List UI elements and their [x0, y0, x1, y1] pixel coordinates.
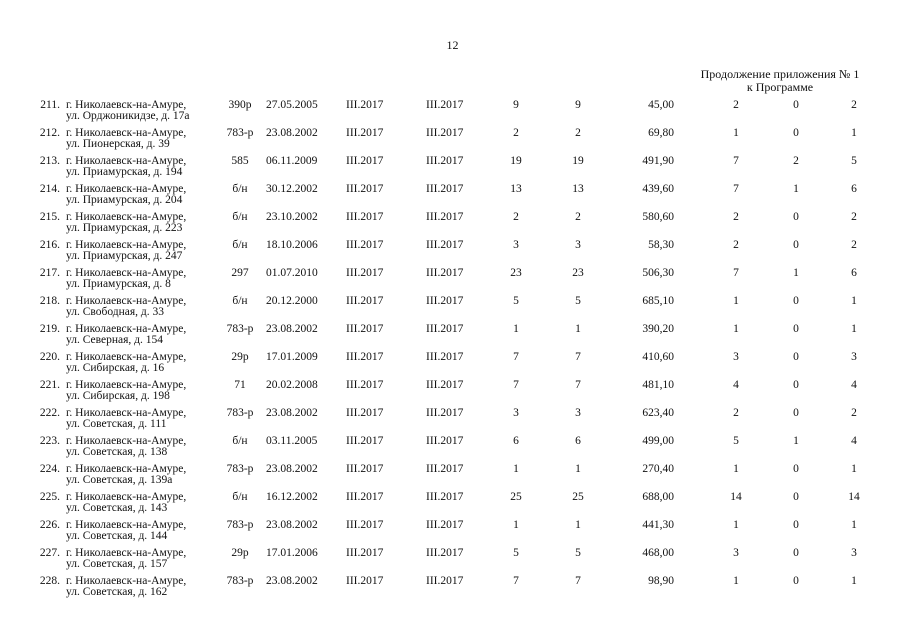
rooms-private: 0: [793, 351, 799, 363]
address-line-1: г. Николаевск-на-Амуре,: [66, 323, 187, 335]
area-value: 439,60: [642, 183, 674, 195]
document-date: 06.11.2009: [266, 155, 318, 167]
address: [66, 128, 186, 150]
residents-count: 3: [513, 239, 519, 251]
period-end: III.2017: [426, 267, 464, 279]
residents-resettled: 1: [575, 463, 581, 475]
residents-count: 7: [513, 351, 519, 363]
rooms-private: 0: [793, 407, 799, 419]
rooms-private: 0: [793, 99, 799, 111]
table-row: [0, 492, 905, 520]
address: [66, 464, 186, 486]
period-start: III.2017: [346, 323, 384, 335]
document-date: 23.08.2002: [266, 519, 318, 531]
period-start: III.2017: [346, 267, 384, 279]
address-line-2: ул. Советская, д. 143: [66, 502, 168, 514]
rooms-municipal: 14: [848, 491, 860, 503]
row-number: 219.: [39, 323, 60, 335]
rooms-private: 0: [793, 547, 799, 559]
rooms-total: 7: [733, 267, 739, 279]
row-number: 220.: [39, 351, 60, 363]
rooms-private: 0: [793, 295, 799, 307]
period-end: III.2017: [426, 547, 464, 559]
residents-count: 6: [513, 435, 519, 447]
rooms-total: 7: [733, 183, 739, 195]
address-line-2: ул. Пионерская, д. 39: [66, 138, 170, 150]
rooms-municipal: 1: [851, 295, 857, 307]
table-row: [0, 184, 905, 212]
residents-resettled: 25: [572, 491, 584, 503]
address-line-2: ул. Северная, д. 154: [66, 334, 164, 346]
rooms-total: 2: [733, 407, 739, 419]
rooms-total: 5: [733, 435, 739, 447]
document-number: 783-р: [226, 127, 254, 139]
table-row: [0, 268, 905, 296]
residents-resettled: 2: [575, 211, 581, 223]
document-number: б/н: [232, 435, 248, 447]
row-number: 222.: [39, 407, 60, 419]
area-value: 506,30: [642, 267, 674, 279]
row-number: 227.: [39, 547, 60, 559]
period-end: III.2017: [426, 295, 464, 307]
document-date: 27.05.2005: [266, 99, 318, 111]
rooms-municipal: 6: [851, 267, 857, 279]
address: [66, 296, 186, 318]
table-row: [0, 408, 905, 436]
address: [66, 212, 186, 234]
document-number: 297: [231, 267, 249, 279]
rooms-total: 1: [733, 519, 739, 531]
residents-resettled: 1: [575, 519, 581, 531]
period-start: III.2017: [346, 183, 384, 195]
table-row: [0, 520, 905, 548]
address-line-2: ул. Свободная, д. 33: [66, 306, 165, 318]
residents-count: 3: [513, 407, 519, 419]
period-start: III.2017: [346, 491, 384, 503]
address-line-2: ул. Орджоникидзе, д. 17а: [66, 110, 190, 122]
document-date: 23.08.2002: [266, 575, 318, 587]
rooms-total: 1: [733, 575, 739, 587]
address-line-2: ул. Приамурская, д. 204: [66, 194, 183, 206]
document-number: б/н: [232, 239, 248, 251]
area-value: 58,30: [648, 239, 674, 251]
rooms-total: 7: [733, 155, 739, 167]
address-line-1: г. Николаевск-на-Амуре,: [66, 267, 187, 279]
rooms-private: 0: [793, 463, 799, 475]
document-date: 16.12.2002: [266, 491, 318, 503]
area-value: 45,00: [648, 99, 674, 111]
row-number: 223.: [39, 435, 60, 447]
rooms-total: 4: [733, 379, 739, 391]
residents-count: 2: [513, 127, 519, 139]
address-line-1: г. Николаевск-на-Амуре,: [66, 211, 187, 223]
address-line-1: г. Николаевск-на-Амуре,: [66, 491, 187, 503]
address-line-1: г. Николаевск-на-Амуре,: [66, 99, 187, 111]
address: [66, 520, 186, 542]
address: [66, 380, 186, 402]
period-start: III.2017: [346, 211, 384, 223]
rooms-municipal: 6: [851, 183, 857, 195]
area-value: 580,60: [642, 211, 674, 223]
residents-resettled: 5: [575, 295, 581, 307]
area-value: 481,10: [642, 379, 674, 391]
address-line-1: г. Николаевск-на-Амуре,: [66, 547, 187, 559]
rooms-municipal: 4: [851, 435, 857, 447]
residents-resettled: 3: [575, 407, 581, 419]
address: [66, 240, 186, 262]
address-line-2: ул. Советская, д. 139а: [66, 474, 173, 486]
address-line-2: ул. Советская, д. 138: [66, 446, 168, 458]
address: [66, 268, 186, 290]
address-line-1: г. Николаевск-на-Амуре,: [66, 183, 187, 195]
document-date: 03.11.2005: [266, 435, 318, 447]
period-start: III.2017: [346, 239, 384, 251]
rooms-private: 0: [793, 127, 799, 139]
rooms-total: 1: [733, 295, 739, 307]
document-date: 30.12.2002: [266, 183, 318, 195]
rooms-total: 2: [733, 239, 739, 251]
period-start: III.2017: [346, 575, 384, 587]
rooms-private: 2: [793, 155, 799, 167]
residents-resettled: 7: [575, 575, 581, 587]
rooms-municipal: 1: [851, 575, 857, 587]
document-number: 783-р: [226, 463, 254, 475]
residents-resettled: 1: [575, 323, 581, 335]
residents-resettled: 2: [575, 127, 581, 139]
document-date: 20.02.2008: [266, 379, 318, 391]
period-end: III.2017: [426, 323, 464, 335]
address-line-1: г. Николаевск-на-Амуре,: [66, 295, 187, 307]
row-number: 216.: [39, 239, 60, 251]
residents-count: 7: [513, 379, 519, 391]
address-line-2: ул. Советская, д. 144: [66, 530, 168, 542]
document-date: 23.08.2002: [266, 463, 318, 475]
document-number: б/н: [232, 295, 248, 307]
address-line-2: ул. Приамурская, д. 223: [66, 222, 183, 234]
rooms-total: 2: [733, 99, 739, 111]
period-end: III.2017: [426, 155, 464, 167]
residents-resettled: 23: [572, 267, 584, 279]
rooms-municipal: 2: [851, 211, 857, 223]
table-row: [0, 436, 905, 464]
period-end: III.2017: [426, 519, 464, 531]
document-number: б/н: [232, 183, 248, 195]
residents-count: 1: [513, 463, 519, 475]
document-date: 17.01.2009: [266, 351, 318, 363]
address: [66, 436, 186, 458]
rooms-total: 2: [733, 211, 739, 223]
area-value: 441,30: [642, 519, 674, 531]
residents-resettled: 19: [572, 155, 584, 167]
row-number: 221.: [39, 379, 60, 391]
period-start: III.2017: [346, 547, 384, 559]
period-end: III.2017: [426, 211, 464, 223]
rooms-municipal: 3: [851, 547, 857, 559]
rooms-municipal: 5: [851, 155, 857, 167]
rooms-private: 1: [793, 267, 799, 279]
period-start: III.2017: [346, 463, 384, 475]
rooms-municipal: 3: [851, 351, 857, 363]
area-value: 688,00: [642, 491, 674, 503]
residents-resettled: 9: [575, 99, 581, 111]
rooms-private: 0: [793, 211, 799, 223]
row-number: 211.: [40, 99, 60, 111]
document-number: б/н: [232, 491, 248, 503]
row-number: 228.: [39, 575, 60, 587]
residents-count: 1: [513, 323, 519, 335]
residents-count: 25: [510, 491, 522, 503]
document-number: 71: [234, 379, 246, 391]
rooms-private: 0: [793, 379, 799, 391]
table-row: [0, 212, 905, 240]
rooms-total: 1: [733, 463, 739, 475]
address-line-1: г. Николаевск-на-Амуре,: [66, 575, 187, 587]
table-row: [0, 100, 905, 128]
document-number: 585: [231, 155, 249, 167]
document-date: 17.01.2006: [266, 547, 318, 559]
period-end: III.2017: [426, 351, 464, 363]
residents-resettled: 13: [572, 183, 584, 195]
address-line-2: ул. Советская, д. 111: [66, 418, 167, 430]
table-row: [0, 576, 905, 604]
address: [66, 408, 186, 430]
appendix-note-line1: Продолжение приложения № 1: [700, 67, 860, 81]
residents-count: 19: [510, 155, 522, 167]
document-date: 18.10.2006: [266, 239, 318, 251]
rooms-private: 1: [793, 183, 799, 195]
address-line-2: ул. Советская, д. 162: [66, 586, 168, 598]
rooms-private: 0: [793, 239, 799, 251]
table-row: [0, 548, 905, 576]
table-row: [0, 296, 905, 324]
area-value: 468,00: [642, 547, 674, 559]
period-end: III.2017: [426, 463, 464, 475]
rooms-total: 3: [733, 351, 739, 363]
address: [66, 156, 186, 178]
document-number: 783-р: [226, 575, 254, 587]
address-line-2: ул. Советская, д. 157: [66, 558, 168, 570]
rooms-municipal: 1: [851, 127, 857, 139]
period-end: III.2017: [426, 127, 464, 139]
rooms-private: 1: [793, 435, 799, 447]
document-number: 29р: [231, 351, 249, 363]
housing-table: [0, 100, 905, 604]
document-number: 390р: [228, 99, 252, 111]
address: [66, 324, 186, 346]
area-value: 685,10: [642, 295, 674, 307]
period-end: III.2017: [426, 99, 464, 111]
row-number: 217.: [39, 267, 60, 279]
residents-count: 23: [510, 267, 522, 279]
rooms-total: 14: [730, 491, 742, 503]
residents-resettled: 5: [575, 547, 581, 559]
address: [66, 548, 186, 570]
period-end: III.2017: [426, 379, 464, 391]
table-row: [0, 464, 905, 492]
address: [66, 184, 186, 206]
period-end: III.2017: [426, 491, 464, 503]
address-line-2: ул. Приамурская, д. 194: [66, 166, 183, 178]
period-end: III.2017: [426, 407, 464, 419]
residents-count: 1: [513, 519, 519, 531]
residents-count: 5: [513, 547, 519, 559]
document-date: 23.10.2002: [266, 211, 318, 223]
residents-count: 2: [513, 211, 519, 223]
document-number: 29р: [231, 547, 249, 559]
period-end: III.2017: [426, 239, 464, 251]
row-number: 213.: [39, 155, 60, 167]
residents-count: 9: [513, 99, 519, 111]
address: [66, 492, 186, 514]
document-number: 783-р: [226, 407, 254, 419]
address-line-1: г. Николаевск-на-Амуре,: [66, 407, 187, 419]
area-value: 410,60: [642, 351, 674, 363]
address-line-1: г. Николаевск-на-Амуре,: [66, 379, 187, 391]
period-start: III.2017: [346, 379, 384, 391]
rooms-private: 0: [793, 575, 799, 587]
period-start: III.2017: [346, 295, 384, 307]
period-end: III.2017: [426, 183, 464, 195]
address-line-2: ул. Сибирская, д. 16: [66, 362, 165, 374]
appendix-note-line2: к Программе: [746, 80, 814, 94]
rooms-total: 1: [733, 323, 739, 335]
area-value: 499,00: [642, 435, 674, 447]
document-date: 23.08.2002: [266, 323, 318, 335]
row-number: 224.: [39, 463, 60, 475]
area-value: 98,90: [648, 575, 674, 587]
area-value: 623,40: [642, 407, 674, 419]
address-line-2: ул. Сибирская, д. 198: [66, 390, 170, 402]
address-line-2: ул. Приамурская, д. 247: [66, 250, 183, 262]
address-line-1: г. Николаевск-на-Амуре,: [66, 435, 187, 447]
address-line-1: г. Николаевск-на-Амуре,: [66, 519, 187, 531]
rooms-total: 1: [733, 127, 739, 139]
period-start: III.2017: [346, 407, 384, 419]
row-number: 215.: [39, 211, 60, 223]
table-row: [0, 380, 905, 408]
period-start: III.2017: [346, 99, 384, 111]
rooms-municipal: 2: [851, 99, 857, 111]
residents-resettled: 7: [575, 379, 581, 391]
row-number: 214.: [39, 183, 60, 195]
row-number: 212.: [39, 127, 60, 139]
page-number: 12: [446, 38, 459, 52]
residents-resettled: 7: [575, 351, 581, 363]
row-number: 225.: [39, 491, 60, 503]
area-value: 270,40: [642, 463, 674, 475]
rooms-municipal: 1: [851, 323, 857, 335]
area-value: 69,80: [648, 127, 674, 139]
residents-count: 13: [510, 183, 522, 195]
period-start: III.2017: [346, 351, 384, 363]
table-row: [0, 324, 905, 352]
address-line-2: ул. Приамурская, д. 8: [66, 278, 171, 290]
address-line-1: г. Николаевск-на-Амуре,: [66, 155, 187, 167]
address-line-1: г. Николаевск-на-Амуре,: [66, 463, 187, 475]
document-date: 01.07.2010: [266, 267, 318, 279]
period-start: III.2017: [346, 519, 384, 531]
address-line-1: г. Николаевск-на-Амуре,: [66, 351, 187, 363]
address-line-1: г. Николаевск-на-Амуре,: [66, 127, 187, 139]
period-start: III.2017: [346, 155, 384, 167]
period-end: III.2017: [426, 435, 464, 447]
area-value: 491,90: [642, 155, 674, 167]
document-date: 23.08.2002: [266, 407, 318, 419]
period-start: III.2017: [346, 127, 384, 139]
address-line-1: г. Николаевск-на-Амуре,: [66, 239, 187, 251]
table-row: [0, 352, 905, 380]
document-number: 783-р: [226, 519, 254, 531]
residents-resettled: 3: [575, 239, 581, 251]
table-row: [0, 156, 905, 184]
row-number: 218.: [39, 295, 60, 307]
appendix-note: [690, 68, 870, 94]
document-number: б/н: [232, 211, 248, 223]
document-date: 23.08.2002: [266, 127, 318, 139]
period-start: III.2017: [346, 435, 384, 447]
rooms-municipal: 4: [851, 379, 857, 391]
residents-count: 5: [513, 295, 519, 307]
area-value: 390,20: [642, 323, 674, 335]
rooms-private: 0: [793, 519, 799, 531]
rooms-municipal: 1: [851, 519, 857, 531]
row-number: 226.: [39, 519, 60, 531]
period-end: III.2017: [426, 575, 464, 587]
document-number: 783-р: [226, 323, 254, 335]
address: [66, 100, 190, 122]
residents-count: 7: [513, 575, 519, 587]
address: [66, 576, 186, 598]
table-row: [0, 128, 905, 156]
rooms-private: 0: [793, 491, 799, 503]
rooms-total: 3: [733, 547, 739, 559]
rooms-municipal: 2: [851, 239, 857, 251]
residents-resettled: 6: [575, 435, 581, 447]
rooms-private: 0: [793, 323, 799, 335]
address: [66, 352, 186, 374]
rooms-municipal: 1: [851, 463, 857, 475]
rooms-municipal: 2: [851, 407, 857, 419]
document-date: 20.12.2000: [266, 295, 318, 307]
table-row: [0, 240, 905, 268]
